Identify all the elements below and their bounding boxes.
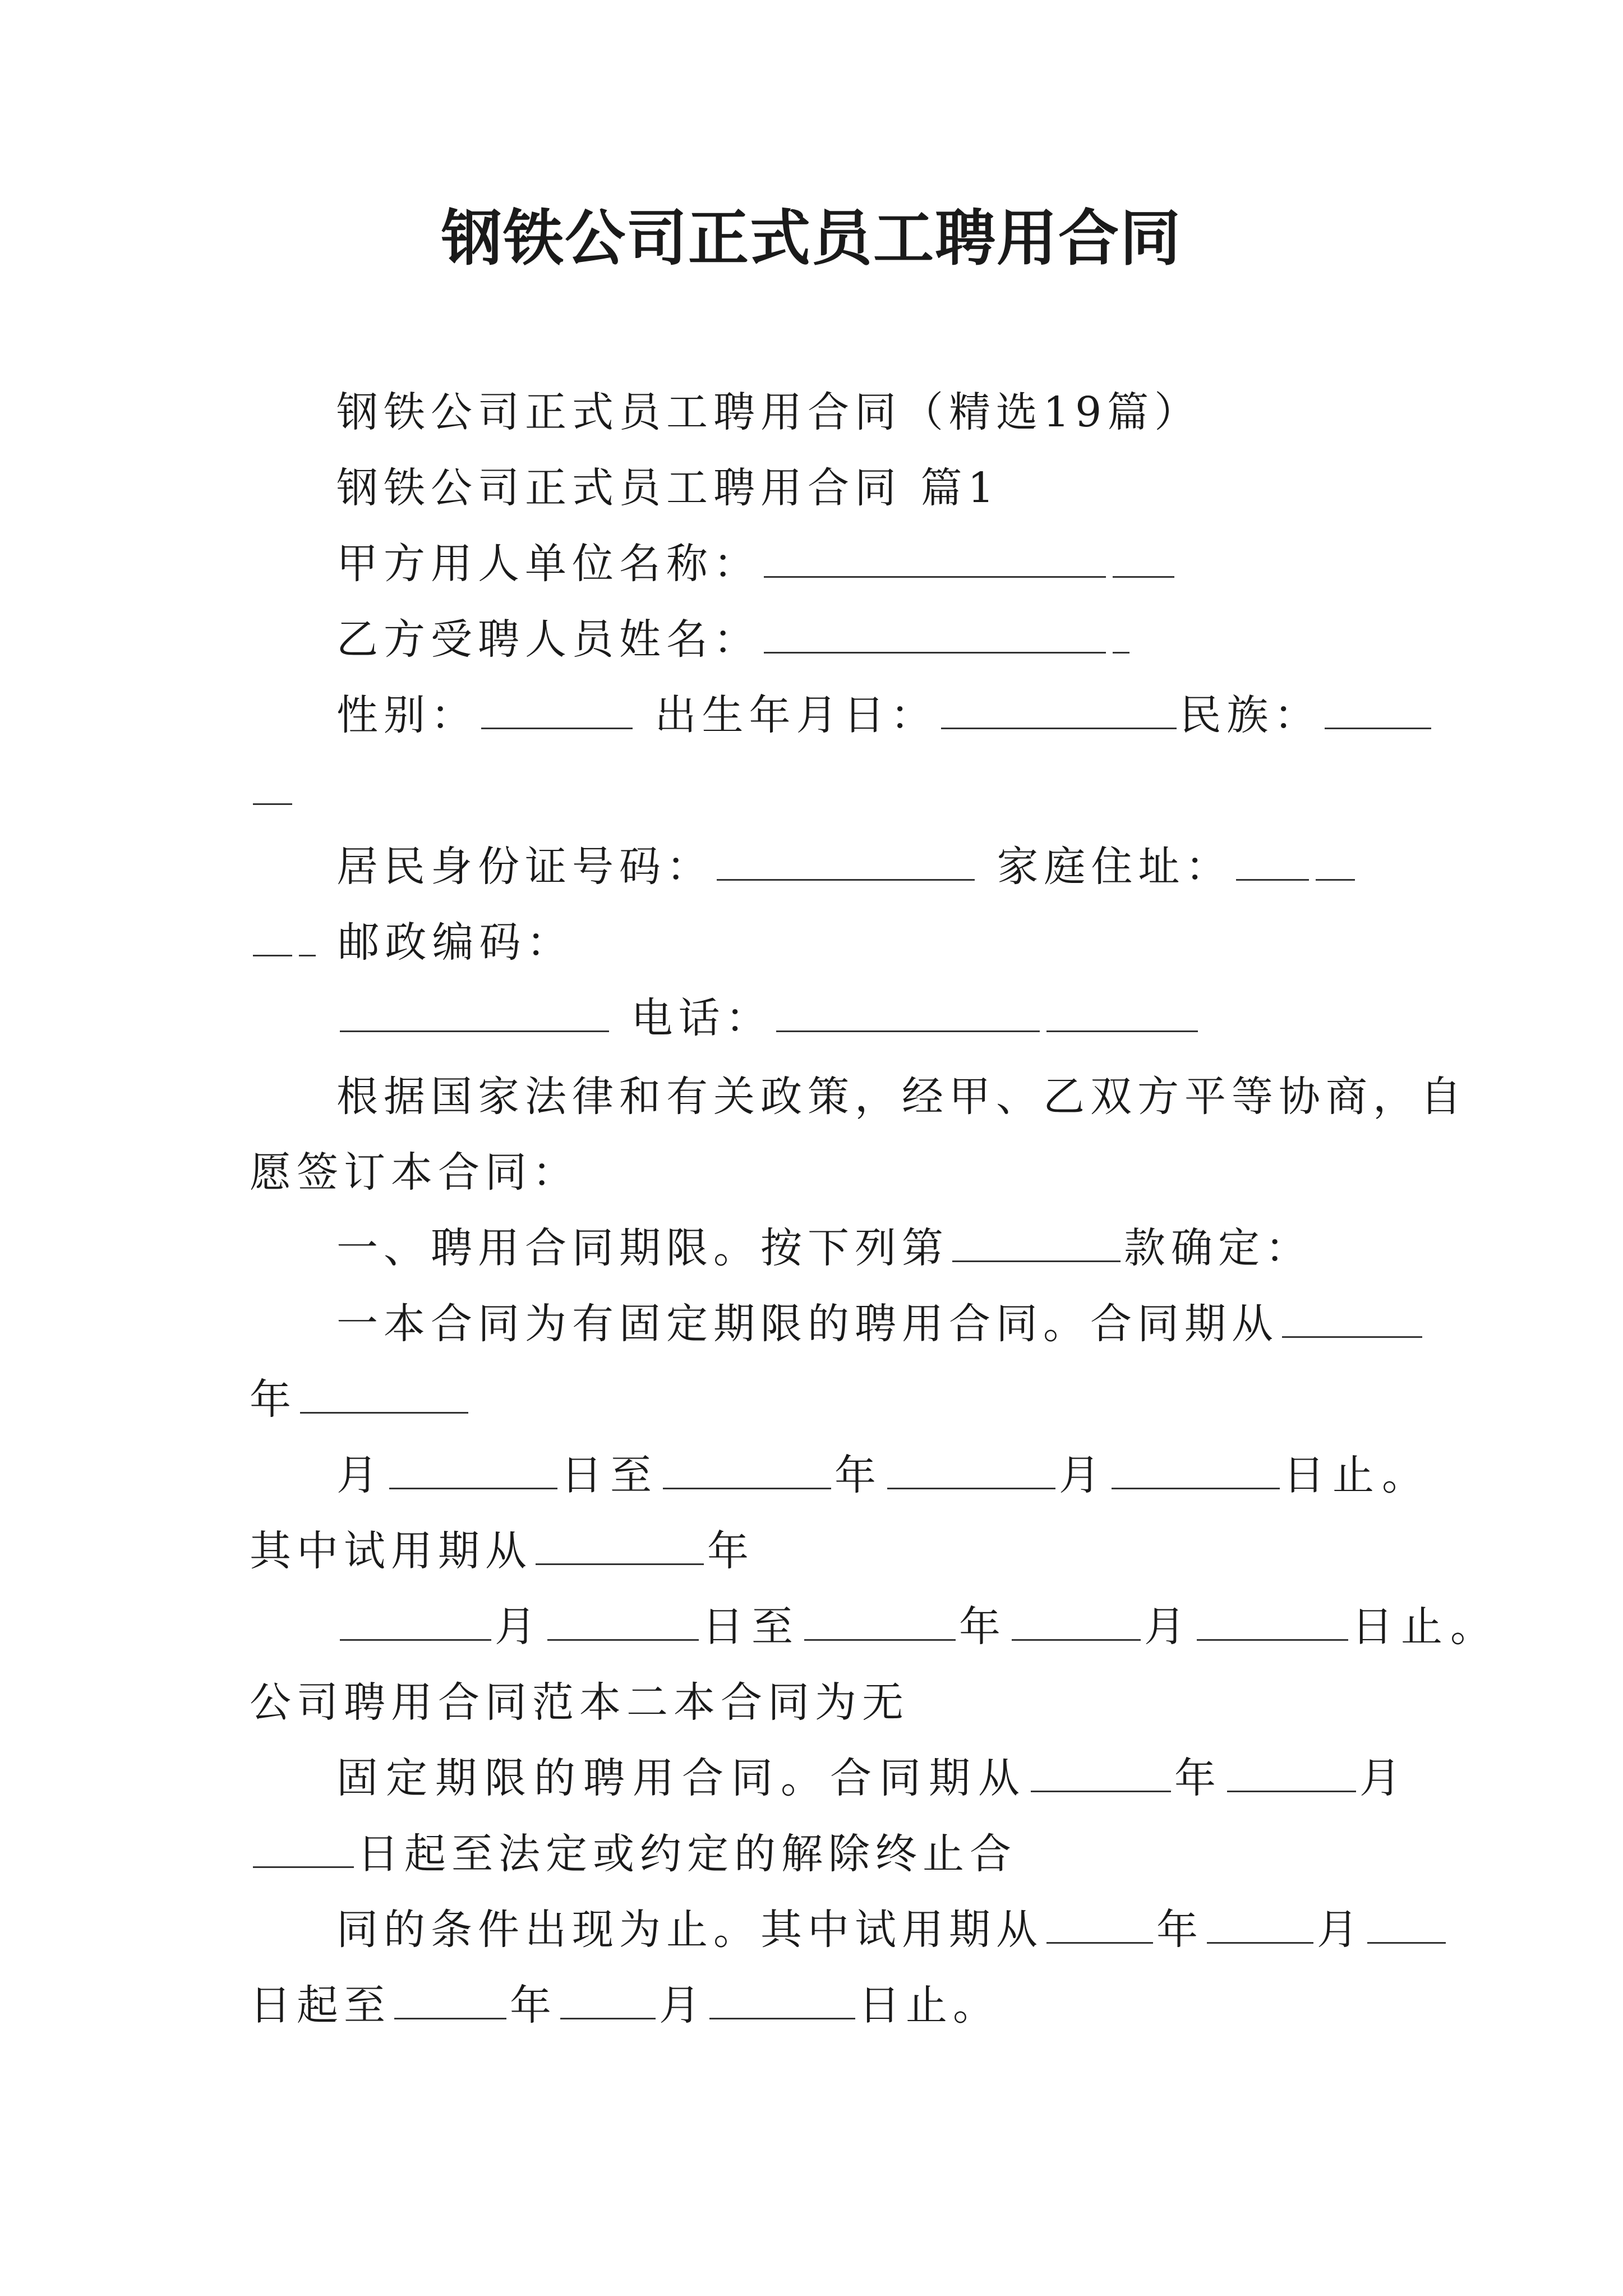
indefinite-term-line-3 [336,1902,1449,1958]
party-a-line [336,536,1178,592]
gender-blank [481,691,633,729]
document-subtitle: 钢铁公司正式员工聘用合同（精选19篇） [336,388,1202,436]
indef-probation-day-blank [1367,1905,1446,1944]
probation-line-1 [250,1523,754,1579]
nian-text-2: 年 [834,1451,884,1499]
yue-text-4: 月 [1144,1603,1193,1651]
document-title: 钢铁公司正式员工聘用合同 [441,203,1182,274]
clause-1-text-b: 款确定： [1124,1224,1312,1272]
indef-start-year-blank [1031,1754,1171,1792]
ri-zhi-end-text-2: 日止。 [1352,1603,1500,1651]
indef-start-day-blank [253,1829,354,1868]
fixed-term-line-1 [336,1296,1426,1352]
ri-zhi-end-text-3: 日止。 [859,1981,1000,2030]
home-address-blank-extra [1316,842,1355,881]
yue-text: 月 [336,1451,386,1499]
probation-start-day-blank [547,1602,699,1641]
postal-line [250,914,574,970]
indefinite-term-text-2: 日起至法定或约定的解除终止合 [357,1830,1017,1878]
party-b-line [336,611,1133,668]
phone-line [336,990,1201,1046]
contract-start-month-blank [300,1375,468,1414]
contract-start-year-blank [1282,1299,1422,1338]
birth-date-label: 出生年月日： [654,691,938,739]
party-a-blank [764,539,1106,578]
fixed-term-text: 一本合同为有固定期限的聘用合同。合同期从 [336,1300,1279,1348]
probation-end-year-blank [804,1602,956,1641]
party-a-blank-extra [1113,539,1174,578]
id-number-blank [717,842,975,881]
yue-text-3: 月 [495,1603,544,1651]
indefinite-term-line-4 [250,1977,1000,2033]
probation-from-text: 其中试用期从 [250,1527,532,1575]
clause-1-line [336,1220,1312,1276]
clause-1-blank [952,1223,1121,1262]
ethnicity-blank [1325,691,1431,729]
probation-end-day-blank [1197,1602,1348,1641]
template-line: 公司聘用合同范本二本合同为无 [250,1678,909,1727]
probation-line-2 [336,1599,1500,1655]
ri-zhi-end-text: 日止。 [1283,1451,1431,1499]
home-address-blank-continued [253,918,292,956]
ri-qi-zhi-text: 日起至 [250,1981,391,2030]
indef-probation-year-blank [1046,1905,1153,1944]
id-number-label: 居民身份证号码： [336,843,713,891]
contract-end-month-blank [887,1451,1055,1489]
indef-probation-end-month-blank [560,1981,656,2019]
nian-text-5: 年 [1174,1754,1224,1802]
nian-text-4: 年 [959,1603,1008,1651]
fixed-term-line-3 [336,1447,1431,1503]
indef-probation-end-day-blank [709,1981,855,2019]
contract-end-day-blank [1112,1451,1280,1489]
home-address-blank-continued-2 [299,918,316,956]
ri-zhi-text: 日至 [561,1451,660,1499]
ethnicity-label: 民族： [1179,691,1321,739]
nian-text: 年 [250,1375,297,1424]
party-b-blank-extra [1113,615,1129,654]
clause-1-text-a: 一、聘用合同期限。按下列第 [336,1224,949,1272]
home-address-label: 家庭住址： [997,843,1233,891]
fixed-term-line-2 [250,1372,472,1428]
probation-end-month-blank [1012,1602,1141,1641]
indef-start-month-blank [1227,1754,1356,1792]
home-address-blank [1236,842,1309,881]
phone-label: 电话： [631,994,773,1042]
phone-blank-extra [1046,993,1198,1032]
yue-text-6: 月 [1317,1906,1364,1954]
contract-start-day-blank [389,1451,557,1489]
indefinite-term-line-1 [336,1750,1409,1806]
nian-text-3: 年 [707,1527,754,1575]
id-address-line [336,839,1358,895]
gender-label: 性别： [336,691,478,739]
party-b-blank [764,615,1106,654]
indefinite-term-line-2 [250,1826,1017,1882]
probation-start-year-blank [536,1526,704,1565]
section-heading: 钢铁公司正式员工聘用合同 篇1 [336,464,1000,512]
postal-code-label: 邮政编码： [338,918,574,967]
party-a-label: 甲方用人单位名称： [336,540,760,588]
yue-text-2: 月 [1059,1451,1108,1499]
indef-probation-end-year-blank [394,1981,506,2019]
yue-text-5: 月 [1359,1754,1409,1802]
phone-blank [776,993,1040,1032]
ri-zhi-text-2: 日至 [702,1603,801,1651]
ethnicity-continuation-line [250,763,296,819]
preamble-line-2: 愿签订本合同： [250,1148,579,1197]
preamble-line-1: 根据国家法律和有关政策，经甲、乙双方平等协商，自 [336,1073,1467,1121]
probation-start-month-blank [340,1602,491,1641]
nian-text-6: 年 [1156,1906,1204,1954]
yue-text-7: 月 [659,1981,706,2030]
postal-code-blank [340,993,609,1032]
birth-date-blank [941,691,1177,729]
indefinite-term-text-3: 同的条件出现为止。其中试用期从 [336,1906,1043,1954]
nian-text-7: 年 [510,1981,557,2030]
personal-info-line [336,687,1435,743]
contract-end-year-blank [663,1451,831,1489]
indef-probation-month-blank [1207,1905,1313,1944]
party-b-label: 乙方受聘人员姓名： [336,615,760,664]
ethnicity-blank-continued [253,766,292,805]
indefinite-term-text: 固定期限的聘用合同。合同期从 [336,1754,1027,1802]
